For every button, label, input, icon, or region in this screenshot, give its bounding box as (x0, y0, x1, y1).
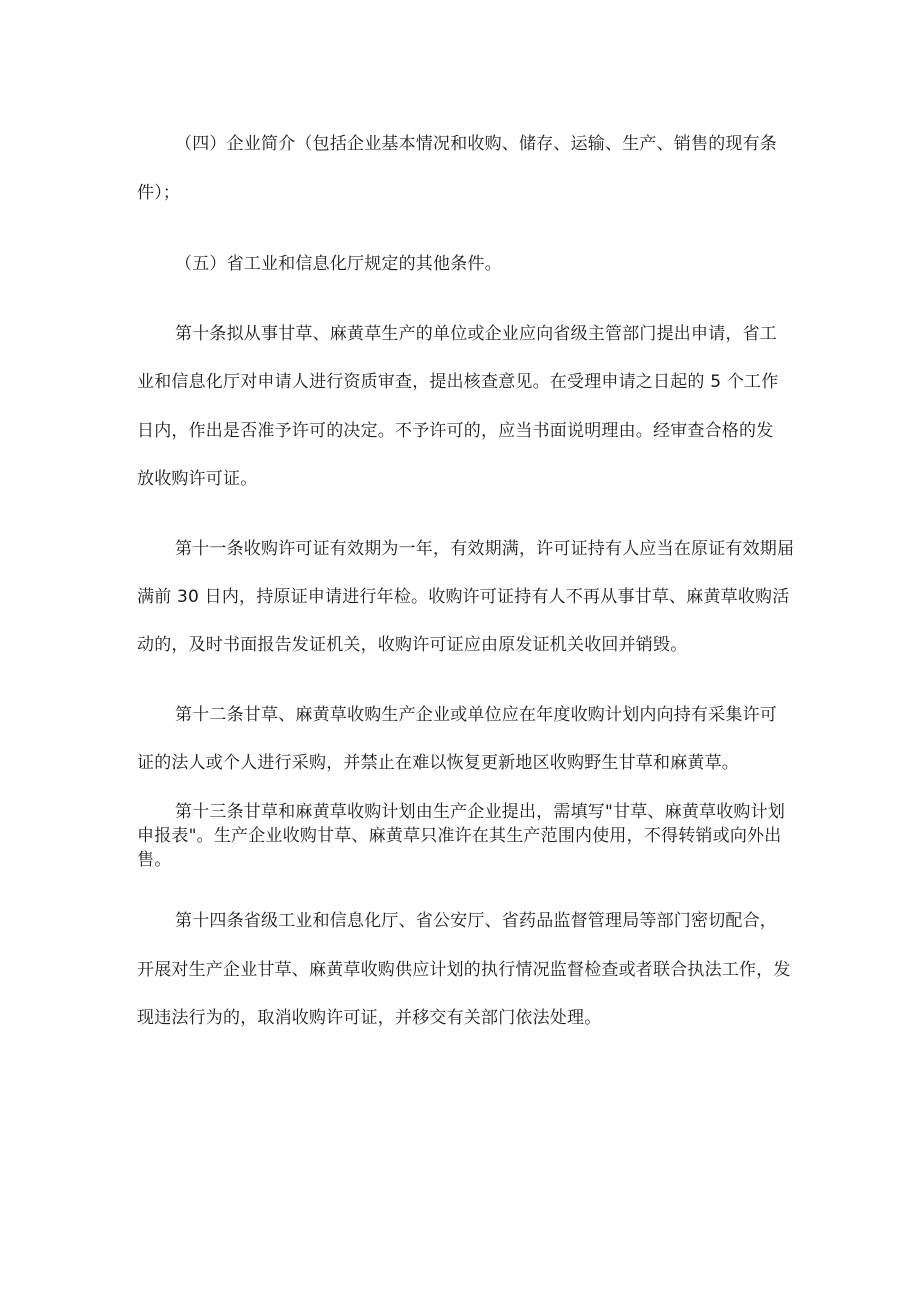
article-13-line-2: 申报表"。生产企业收购甘草、麻黄草只准许在其生产范围内使用，不得转销或向外出 (137, 826, 782, 846)
article-13-line-1: 第十三条甘草和麻黄草收购计划由生产企业提出，需填写"甘草、麻黄草收购计划 (175, 802, 786, 822)
article-14-line-3: 现违法行为的，取消收购许可证，并移交有关部门依法处理。 (137, 1008, 602, 1028)
item-4-line-1: （四）企业简介（包括企业基本情况和收购、储存、运输、生产、销售的现有条 (175, 134, 777, 154)
item-4-line-2: 件）； (137, 183, 181, 203)
article-12-line-2: 证的法人或个人进行采购，并禁止在难以恢复更新地区收购野生甘草和麻黄草。 (137, 753, 739, 773)
article-14-line-1: 第十四条省级工业和信息化厅、省公安厅、省药品监督管理局等部门密切配合， (175, 911, 777, 931)
article-13-line-3: 售。 (137, 850, 172, 870)
article-10-line-4: 放收购许可证。 (137, 469, 258, 489)
article-10-line-1: 第十条拟从事甘草、麻黄草生产的单位或企业应向省级主管部门提出申请，省工 (175, 324, 777, 344)
article-11-line-3: 动的，及时书面报告发证机关，收购许可证应由原发证机关收回并销毁。 (137, 635, 688, 655)
article-14-line-2: 开展对生产企业甘草、麻黄草收购供应计划的执行情况监督检查或者联合执法工作，发 (137, 960, 791, 980)
item-5-line-1: （五）省工业和信息化厅规定的其他条件。 (175, 254, 502, 274)
article-12-line-1: 第十二条甘草、麻黄草收购生产企业或单位应在年度收购计划内向持有采集许可 (175, 705, 777, 725)
article-10-line-2: 业和信息化厅对申请人进行资质审查，提出核查意见。在受理申请之日起的 5 个工作 (137, 372, 779, 392)
article-11-line-1: 第十一条收购许可证有效期为一年，有效期满，许可证持有人应当在原证有效期届 (175, 539, 795, 559)
article-11-line-2: 满前 30 日内，持原证申请进行年检。收购许可证持有人不再从事甘草、麻黄草收购活 (137, 587, 790, 607)
article-10-line-3: 日内，作出是否准予许可的决定。不予许可的，应当书面说明理由。经审查合格的发 (137, 421, 774, 441)
